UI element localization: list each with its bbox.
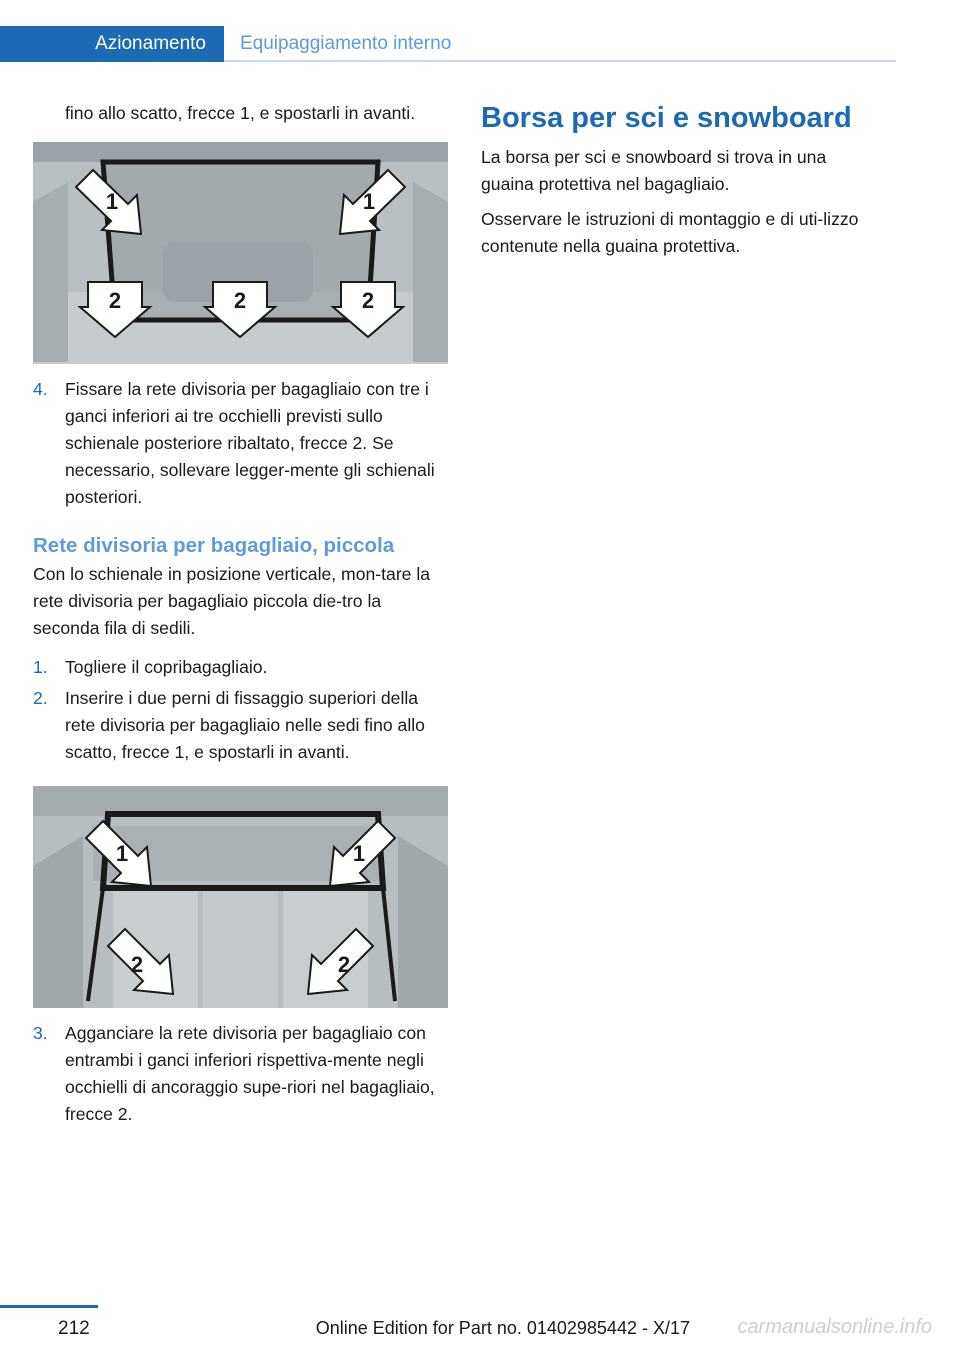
footer-rule	[0, 1305, 98, 1308]
step-text: Togliere il copribagagliaio.	[65, 657, 268, 677]
arrow-label-2-left: 2	[130, 952, 144, 977]
figure-small-net-illustration	[33, 786, 448, 1008]
arrow-label-2-center: 2	[233, 288, 247, 313]
step-2	[33, 685, 448, 766]
step-number: 3.	[33, 1023, 48, 1043]
step-list	[33, 654, 448, 766]
arrow-label-1-left: 1	[115, 841, 129, 866]
ski-bag-paragraph-2: Osservare le istruzioni di montaggio e di uti‐lizzo contenute nella guaina protettiva.	[481, 209, 859, 256]
left-column	[33, 100, 448, 1132]
arrow-label-1-right: 1	[352, 841, 366, 866]
watermark: carmanualsonline.info	[737, 1316, 932, 1338]
intro-continuation: fino allo scatto, frecce 1, e spostarli in avanti.	[65, 103, 416, 123]
subheading-small-net: Rete divisoria per bagagliaio, piccola	[33, 534, 395, 557]
header-tab-azionamento[interactable]: Azionamento	[0, 26, 224, 62]
header-rule	[224, 60, 896, 62]
step-number: 1.	[33, 657, 48, 677]
edition-info: Online Edition for Part no. 01402985442 - X/17	[315, 1318, 690, 1338]
heading-ski-bag: Borsa per sci e snowboard	[481, 102, 852, 134]
figure-large-net	[33, 142, 448, 364]
step-number: 2.	[33, 688, 48, 708]
step-4	[33, 376, 448, 511]
small-net-paragraph: Con lo schienale in posizione verticale, mon‐tare la rete divisoria per bagagliaio piccola die‐tro la seconda fila di sedili.	[33, 564, 431, 638]
arrow-label-2-right: 2	[361, 288, 375, 313]
ski-bag-paragraph-1: La borsa per sci e snowboard si trova in una guaina protettiva nel bagagliaio.	[481, 147, 827, 194]
figure-large-net-illustration	[33, 142, 448, 364]
step-text: Fissare la rete divisoria per bagagliaio con tre i ganci inferiori ai tre occhielli previsti sullo schienale posteriore ribaltato, frecce 2. Se necessario, sollevare legger‐mente gli schienali posteriori.	[65, 379, 435, 507]
arrow-label-2-left: 2	[108, 288, 122, 313]
step-text: Agganciare la rete divisoria per bagagliaio con entrambi i ganci inferiori rispettiva‐mente negli occhielli di ancoraggio supe‐riori nel bagagliaio, frecce 2.	[65, 1023, 435, 1124]
step-3	[33, 1020, 448, 1128]
page-number: 212	[58, 1318, 90, 1339]
arrow-label-1-left: 1	[105, 189, 119, 214]
arrow-label-2-right: 2	[337, 952, 351, 977]
right-column	[481, 100, 881, 260]
step-number: 4.	[33, 379, 48, 399]
header-tab-equipaggiamento[interactable]: Equipaggiamento interno	[240, 33, 452, 54]
step-1	[33, 654, 448, 681]
arrow-label-1-right: 1	[362, 189, 376, 214]
figure-small-net	[33, 786, 448, 1008]
step-text: Inserire i due perni di fissaggio superiori della rete divisoria per bagagliaio nelle sedi fino allo scatto, frecce 1, e spostarli in avanti.	[65, 688, 425, 762]
